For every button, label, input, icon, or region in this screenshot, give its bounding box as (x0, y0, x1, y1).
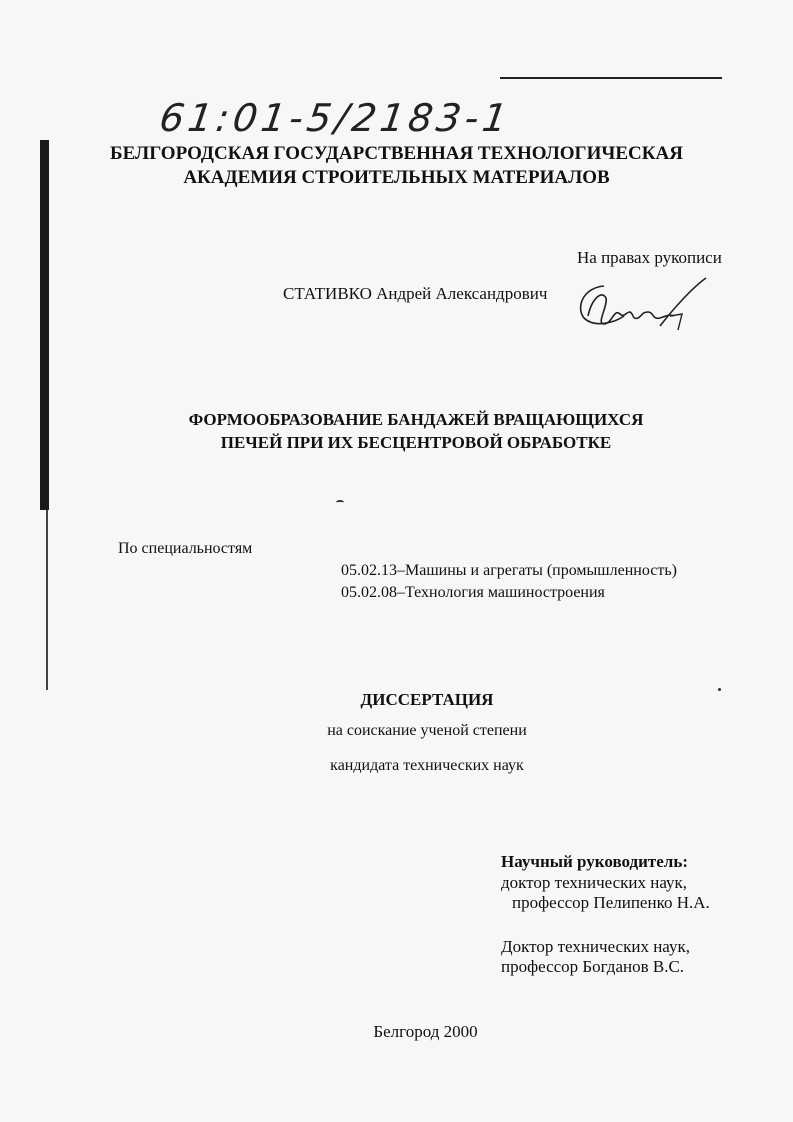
thesis-title-line-2: ПЕЧЕЙ ПРИ ИХ БЕСЦЕНТРОВОЙ ОБРАБОТКЕ (220, 433, 612, 452)
specialties-label: По специальностям (118, 540, 253, 557)
dissertation-line-1: на соискание ученой степени (327, 722, 527, 739)
city-year: Белгород 2000 (373, 1022, 478, 1041)
scan-top-line (500, 77, 722, 79)
dissertation-heading: ДИССЕРТАЦИЯ (360, 690, 494, 709)
signature-icon (574, 268, 714, 338)
dissertation-line-2: кандидата технических наук (330, 757, 524, 774)
rights-note: На правах рукописи (577, 248, 722, 267)
supervisor-heading: Научный руководитель: (501, 852, 688, 871)
specialty-item: 05.02.08–Технология машиностроения (341, 584, 605, 601)
supervisor-degree: доктор технических наук, (501, 873, 688, 892)
institution-line-2: АКАДЕМИЯ СТРОИТЕЛЬНЫХ МАТЕРИАЛОВ (183, 167, 610, 188)
supervisor-name: профессор Пелипенко Н.А. (512, 893, 710, 912)
specialty-item: 05.02.13–Машины и агрегаты (промышленность) (341, 562, 677, 579)
thesis-title-line-1: ФОРМООБРАЗОВАНИЕ БАНДАЖЕЙ ВРАЩАЮЩИХСЯ (188, 410, 644, 429)
scan-speck (336, 500, 344, 505)
scan-edge-mark-lower (46, 510, 48, 690)
consultant-name: профессор Богданов В.С. (501, 957, 685, 976)
scan-edge-mark (40, 140, 49, 510)
archive-number: 61:01-5/2183-1 (156, 96, 514, 140)
institution-line-1: БЕЛГОРОДСКАЯ ГОСУДАРСТВЕННАЯ ТЕХНОЛОГИЧЕСКАЯ (110, 143, 683, 164)
consultant-degree: Доктор технических наук, (501, 937, 690, 956)
author-name: СТАТИВКО Андрей Александрович (283, 284, 548, 303)
